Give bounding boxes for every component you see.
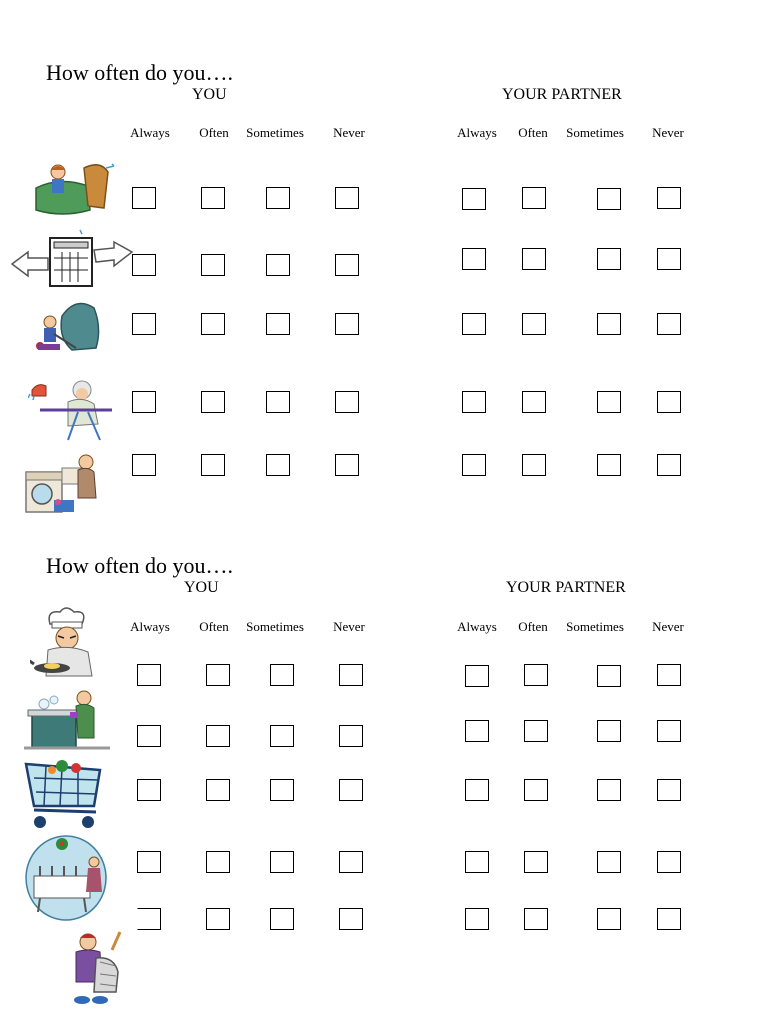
partner-checkbox-sometimes[interactable] [597,851,621,873]
you-checkbox-always[interactable] [132,454,156,476]
you-checkbox-sometimes[interactable] [270,725,294,747]
dishwasher-illustration-icon [10,228,134,290]
partner-checkbox-often[interactable] [522,248,546,270]
partner-column-never: Never [652,125,684,140]
partner-checkbox-often[interactable] [524,908,548,930]
partner-checkbox-sometimes[interactable] [597,391,621,413]
partner-checkbox-often[interactable] [522,454,546,476]
you-checkbox-often[interactable] [201,187,225,209]
you-checkbox-often[interactable] [206,779,230,801]
you-checkbox-always[interactable] [137,664,161,686]
partner-group-label: YOUR PARTNER [502,86,622,103]
you-checkbox-often[interactable] [201,313,225,335]
partner-checkbox-never[interactable] [657,908,681,930]
partner-checkbox-always[interactable] [462,454,486,476]
partner-checkbox-never[interactable] [657,248,681,270]
partner-checkbox-sometimes[interactable] [597,665,621,687]
you-checkbox-never[interactable] [339,664,363,686]
you-checkbox-always[interactable] [137,725,161,747]
partner-checkbox-sometimes[interactable] [597,454,621,476]
you-checkbox-always[interactable] [132,187,156,209]
you-checkbox-sometimes[interactable] [270,664,294,686]
you-checkbox-sometimes[interactable] [266,454,290,476]
you-checkbox-always[interactable] [132,391,156,413]
you-checkbox-never[interactable] [339,725,363,747]
partner-checkbox-often[interactable] [522,313,546,335]
partner-column-always: Always [457,125,497,140]
partner-checkbox-always[interactable] [465,665,489,687]
you-checkbox-always[interactable] [137,779,161,801]
partner-checkbox-sometimes[interactable] [597,720,621,742]
partner-checkbox-never[interactable] [657,851,681,873]
partner-checkbox-always[interactable] [465,720,489,742]
partner-checkbox-always[interactable] [465,851,489,873]
ironing-illustration-icon [28,376,114,442]
partner-column-sometimes: Sometimes [566,125,624,140]
section-heading: How often do you…. [46,60,233,85]
partner-checkbox-always[interactable] [465,779,489,801]
partner-checkbox-sometimes[interactable] [597,188,621,210]
you-column-always: Always [130,619,170,634]
you-column-sometimes: Sometimes [246,619,304,634]
partner-checkbox-often[interactable] [522,391,546,413]
you-checkbox-always[interactable] [137,851,161,873]
making-bed-illustration-icon [30,158,118,224]
you-checkbox-never[interactable] [339,908,363,930]
you-checkbox-never[interactable] [339,779,363,801]
you-checkbox-often[interactable] [206,851,230,873]
partner-column-often: Often [518,125,548,140]
you-checkbox-never[interactable] [335,254,359,276]
shopping-cart-illustration-icon [22,754,110,832]
cooking-chef-illustration-icon [30,606,102,682]
you-group-label: YOU [192,86,227,103]
partner-checkbox-often[interactable] [524,664,548,686]
partner-checkbox-never[interactable] [657,187,681,209]
partner-checkbox-sometimes[interactable] [597,248,621,270]
you-column-often: Often [199,125,229,140]
setting-table-illustration-icon [24,832,110,922]
you-column-sometimes: Sometimes [246,125,304,140]
partner-checkbox-never[interactable] [657,313,681,335]
you-checkbox-sometimes[interactable] [266,313,290,335]
you-column-never: Never [333,125,365,140]
you-checkbox-often[interactable] [206,725,230,747]
washing-dishes-illustration-icon [24,688,110,754]
partner-checkbox-often[interactable] [524,851,548,873]
partner-checkbox-always[interactable] [462,391,486,413]
you-checkbox-often[interactable] [201,391,225,413]
you-column-never: Never [333,619,365,634]
you-checkbox-often[interactable] [201,254,225,276]
partner-column-never: Never [652,619,684,634]
partner-column-often: Often [518,619,548,634]
partner-checkbox-sometimes[interactable] [597,779,621,801]
partner-checkbox-sometimes[interactable] [597,313,621,335]
you-checkbox-never[interactable] [335,313,359,335]
you-column-often: Often [199,619,229,634]
partner-column-sometimes: Sometimes [566,619,624,634]
you-group-label: YOU [184,579,219,596]
taking-out-trash-illustration-icon [70,928,126,1006]
partner-checkbox-always[interactable] [462,248,486,270]
you-checkbox-never[interactable] [339,851,363,873]
partner-group-label: YOUR PARTNER [506,579,626,596]
you-checkbox-sometimes[interactable] [270,908,294,930]
partner-checkbox-often[interactable] [524,779,548,801]
laundry-illustration-icon [24,450,100,516]
you-column-always: Always [130,125,170,140]
you-checkbox-sometimes[interactable] [266,187,290,209]
you-checkbox-often[interactable] [206,664,230,686]
you-checkbox-often[interactable] [201,454,225,476]
you-checkbox-often[interactable] [206,908,230,930]
partner-checkbox-always[interactable] [462,313,486,335]
vacuuming-illustration-icon [32,298,104,356]
partner-checkbox-never[interactable] [657,454,681,476]
you-checkbox-sometimes[interactable] [270,779,294,801]
section-heading: How often do you…. [46,553,233,578]
partner-checkbox-always[interactable] [465,908,489,930]
you-checkbox-always[interactable] [132,313,156,335]
you-checkbox-sometimes[interactable] [266,391,290,413]
partner-checkbox-sometimes[interactable] [597,908,621,930]
you-checkbox-never[interactable] [335,187,359,209]
partner-checkbox-never[interactable] [657,720,681,742]
partner-checkbox-never[interactable] [657,664,681,686]
partner-checkbox-often[interactable] [524,720,548,742]
you-checkbox-never[interactable] [335,391,359,413]
you-checkbox-sometimes[interactable] [270,851,294,873]
you-checkbox-always[interactable] [137,908,161,930]
partner-column-always: Always [457,619,497,634]
partner-checkbox-never[interactable] [657,391,681,413]
partner-checkbox-often[interactable] [522,187,546,209]
you-checkbox-always[interactable] [132,254,156,276]
partner-checkbox-always[interactable] [462,188,486,210]
partner-checkbox-never[interactable] [657,779,681,801]
you-checkbox-sometimes[interactable] [266,254,290,276]
you-checkbox-never[interactable] [335,454,359,476]
